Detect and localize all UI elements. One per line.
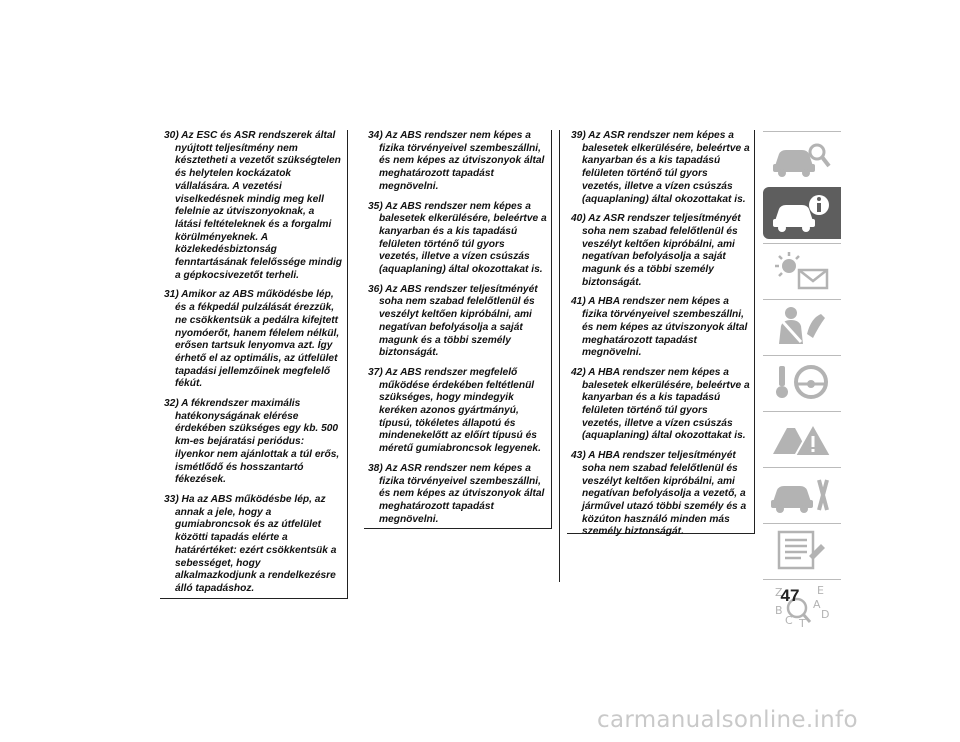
index-letter-z: Z xyxy=(775,586,783,599)
column-divider xyxy=(559,130,560,582)
chapter-tabs xyxy=(763,131,841,635)
note-33: 33) Ha az ABS működésbe lép, az annak a jele, hogy a gumiabroncsok és az útfelület közötti tapadás elérte a határértéket: ezért csökkentsük a sebességet, hogy alkalmazkodjunk a rendelkezésre álló tapadáshoz. xyxy=(164,493,337,594)
watermark: carmanualsonline.info xyxy=(597,707,858,733)
index-letter-c: C xyxy=(785,614,793,627)
key-steering-wheel-icon xyxy=(769,360,835,404)
index-letter-t: T xyxy=(799,617,806,628)
note-35: 35) Az ABS rendszer nem képes a balesetek elkerülésére, beleértve a kanyarban és a kis tapadású felületen történő túl gyors vezetés, illetve a vízen csúszás (aquaplaning) által okozottakat is. xyxy=(368,200,547,276)
note-32: 32) A fékrendszer maximális hatékonyságának elérése érdekében szükséges egy kb. 500 km-es bejáratási periódus: ilyenkor nem ajánlottak a túl erős, ismétlődő és hosszantartó fékezések. xyxy=(164,398,340,486)
seatbelt-airbag-icon xyxy=(769,304,835,348)
note-38: 38) Az ASR rendszer nem képes a fizika törvényeivel szembeszállni, és nem képes az útviszonyok által meghatározott tapadást megnövelni. xyxy=(368,462,545,525)
tab-warning-lights[interactable] xyxy=(763,243,841,295)
note-30: 30) Az ESC és ASR rendszerek által nyújtott teljesítmény nem késztetheti a vezetőt szükségtelen és helytelen kockázatok vállalására. A vezetési viselkedésnek mindig meg kell felelnie az útviszonyoknak, a látási feltételeknek és a forgalmi körülményeknek. A közlekedésbiztonság fenntartásának felelőssége mindig a gépkocsivezetőt terheli. xyxy=(164,130,343,281)
index-letter-b: B xyxy=(775,604,783,617)
warning-light-message-icon xyxy=(769,248,835,292)
index-letter-a: A xyxy=(813,598,821,611)
index-letter-e: E xyxy=(817,584,824,597)
note-36: 36) Az ABS rendszer teljesítményét soha nem szabad felelőtlenül és veszélyt keltően kipróbálni, ami negatívan befolyásolja a saját magunk és a többi személy biztonságát. xyxy=(368,283,538,359)
note-40: 40) Az ASR rendszer teljesítményét soha nem szabad felelőtlenül és veszélyt keltően kipróbálni, ami negatívan befolyásolja a saját magunk és a többi személy biztonságát. xyxy=(571,213,741,288)
note-37: 37) Az ABS rendszer megfelelő működése érdekében feltétlenül szükséges, hogy mindegyik keréken azonos gyártmányú, típusú, tökéletes állapotú és mindenekelőtt az előírt típusú és méretű gumiabroncsok legyenek. xyxy=(368,366,541,455)
notes-column-1 xyxy=(160,130,348,599)
note-42: 42) A HBA rendszer nem képes a balesetek elkerülésére, beleértve a kanyarban és a kis tapadású felületen történő túl gyors vezetés, illetve a vízen csúszás (aquaplaning) által okozottakat is. xyxy=(571,366,750,442)
road-warning-icon xyxy=(769,416,835,460)
page-number: 47 xyxy=(780,586,800,605)
car-maintenance-icon xyxy=(769,472,835,516)
technical-data-icon xyxy=(769,528,835,572)
tab-technical-specifications[interactable] xyxy=(763,523,841,575)
note-41: 41) A HBA rendszer nem képes a fizika törvényeivel szembeszállni, és nem képes az útviszonyok által meghatározott tapadást megnövelni. xyxy=(571,296,748,359)
car-search-icon xyxy=(769,136,835,180)
index-letter-d: D xyxy=(821,608,830,621)
tab-servicing[interactable] xyxy=(763,467,841,519)
note-31: 31) Amikor az ABS működésbe lép, és a fékpedál pulzálását érezzük, ne csökkentsük a pedálra kifejtett nyomóerőt, hanem félelem nélkül, erősen tartsuk lenyomva azt. Így érhető el az optimális, az útfelület tapadási jellemzőinek megfelelő fékút. xyxy=(164,289,340,390)
notes-column-2 xyxy=(364,130,552,529)
tab-emergency[interactable] xyxy=(763,411,841,463)
tab-knowing-your-car[interactable] xyxy=(763,131,841,183)
note-39: 39) Az ASR rendszer nem képes a balesetek elkerülésére, beleértve a kanyarban és a kis tapadású felületen történő túl gyors vezetés, illetve a vízen csúszás (aquaplaning) által okozottakat is. xyxy=(571,130,750,205)
tab-starting-driving[interactable] xyxy=(763,355,841,407)
car-info-icon xyxy=(769,191,835,235)
tab-safety[interactable] xyxy=(763,187,841,239)
note-43: 43) A HBA rendszer teljesítményét soha nem szabad felelőtlenül és veszélyt keltően kipróbálni, ami negatívan befolyásolja a vezető, a járművel utazó többi személy és a közúton használó minden más személy biztonságát. xyxy=(571,450,747,538)
note-34: 34) Az ABS rendszer nem képes a fizika törvényeivel szembeszállni, és nem képes az útviszonyok által meghatározott tapadást megnövelni. xyxy=(368,130,545,192)
tab-safety-devices[interactable] xyxy=(763,299,841,351)
notes-column-3 xyxy=(567,130,755,538)
